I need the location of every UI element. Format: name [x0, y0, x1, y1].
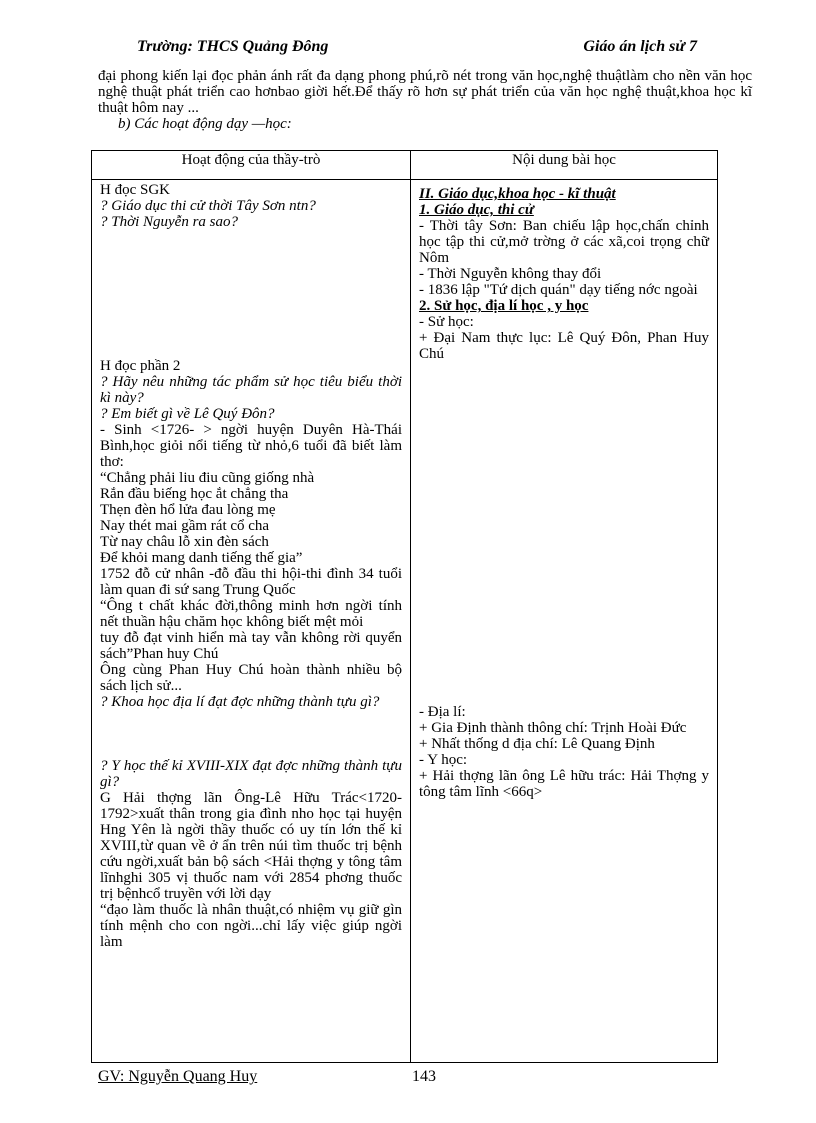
text-line: - Sinh <1726- > ngời huyện Duyên Hà-Thái Bình,học giỏi nổi tiếng từ nhỏ,6 tuổi đã biết làm thơ: [100, 422, 402, 470]
text-line: Để khỏi mang danh tiếng thế gia” [100, 550, 303, 566]
text-line: ? Thời Nguyễn ra sao? [100, 214, 239, 230]
column-header-activities: Hoạt động của thầy-trò [92, 151, 411, 180]
text-line: Ông cùng Phan Huy Chú hoàn thành nhiều bộ sách lịch sử... [100, 662, 402, 694]
text-line: “đạo làm thuốc là nhân thuật,có nhiệm vụ giữ gìn tính mệnh cho con ngời...chỉ lấy việc giúp ngời làm [100, 902, 402, 950]
text-line: 2. Sử học, địa lí học , y học [419, 298, 589, 314]
text-line: + Đại Nam thực lục: Lê Quý Đôn, Phan Huy Chú [419, 330, 709, 362]
intro-section [98, 68, 752, 132]
text-line: “Chẳng phải liu điu cũng giống nhà [100, 470, 315, 486]
lesson-table [91, 150, 718, 1063]
text-line: - 1836 lập "Tứ dịch quán" dạy tiếng nớc ngoài [419, 282, 698, 298]
content-cell [411, 180, 718, 1063]
text-line: Từ nay châu lỗ xin đèn sách [100, 534, 269, 550]
text-line: 1. Giáo dục, thi cử [419, 202, 534, 218]
school-name: Trường: THCS Quảng Đông [137, 38, 329, 55]
text-line: Rắn đầu biếng học ắt chẳng tha [100, 486, 289, 502]
text-line: Nay thét mai gầm rát cổ cha [100, 518, 270, 534]
text-line: G Hải thợng lãn Ông-Lê Hữu Trác<1720-1792>xuất thân trong gia đình nho học tại huyện Hng Yên là ngời thầy thuốc có uy tín lớn thế kỉ XVIII,từ quan về ở ẩn trên núi tìm thuốc trị bệnh cứu ngời,xuất bản bộ sách <Hải thợng y tông tâm lĩnhghi 305 vị thuốc nam với 2854 phơng thuốc trị bệnhcổ truyền với lời dạy [100, 790, 402, 902]
text-line: H đọc phần 2 [100, 358, 181, 374]
table-row [92, 180, 718, 1063]
text-line: ? Giáo dục thi cử thời Tây Sơn ntn? [100, 198, 316, 214]
text-line: + Nhất thống d địa chí: Lê Quang Định [419, 736, 655, 752]
page-footer [98, 1068, 748, 1090]
teacher-name: GV: Nguyễn Quang Huy [98, 1068, 258, 1085]
document-title: Giáo án lịch sử 7 [583, 38, 697, 55]
intro-paragraph: đại phong kiến lại đọc phản ánh rất đa dạng phong phú,rõ nét trong văn học,nghệ thuậtlàm cho nền văn học nghệ thuật phát triển cao hơnbao giời hết.Để thấy rõ hơn sự phát triển của văn học nghệ thuật,khoa học kĩ thuật hôm nay ... [98, 68, 752, 116]
spacer [419, 362, 709, 704]
text-line: ? Khoa học địa lí đạt đợc những thành tựu gì? [100, 694, 380, 710]
text-line: “Ông t chất khác đời,thông minh hơn ngời tính nết thuần hậu chăm học không biết mệt mỏi [100, 598, 402, 630]
text-line: - Địa lí: [419, 704, 466, 720]
activities-subheading: b) Các hoạt động dạy —học: [118, 116, 292, 132]
text-line: H đọc SGK [100, 182, 170, 198]
text-line: - Sử học: [419, 314, 474, 330]
text-line: Thẹn đèn hổ lửa đau lòng mẹ [100, 502, 276, 518]
text-line: + Gia Định thành thông chí: Trịnh Hoài Đức [419, 720, 687, 736]
spacer [100, 230, 402, 358]
text-line: ? Hãy nêu những tác phẩm sử học tiêu biểu thời kì này? [100, 374, 402, 406]
text-line: - Thời Nguyễn không thay đổi [419, 266, 602, 282]
activities-cell [92, 180, 411, 1063]
text-line: - Y học: [419, 752, 468, 768]
text-line: ? Y học thế kỉ XVIII-XIX đạt đợc những thành tựu gì? [100, 758, 402, 790]
text-line: + Hải thợng lãn ông Lê hữu trác: Hải Thợng y tông tâm lĩnh <66q> [419, 768, 709, 800]
text-line: tuy đỗ đạt vinh hiển mà tay vẫn không rời quyển sách”Phan huy Chú [100, 630, 402, 662]
text-line: - Thời tây Sơn: Ban chiếu lập học,chấn chỉnh học tập thi cử,mở trờng ở các xã,coi trọng chữ Nôm [419, 218, 709, 266]
text-line: ? Em biết gì về Lê Quý Đôn? [100, 406, 275, 422]
page-header [137, 38, 697, 60]
spacer [100, 710, 402, 758]
column-header-content: Nội dung bài học [411, 151, 718, 180]
table-header-row [92, 151, 718, 180]
page-number: 143 [412, 1068, 436, 1085]
text-line: II. Giáo dục,khoa học - kĩ thuật [419, 186, 616, 202]
text-line: 1752 đỗ cử nhân -đỗ đầu thi hội-thi đình 34 tuổi làm quan đi sứ sang Trung Quốc [100, 566, 402, 598]
